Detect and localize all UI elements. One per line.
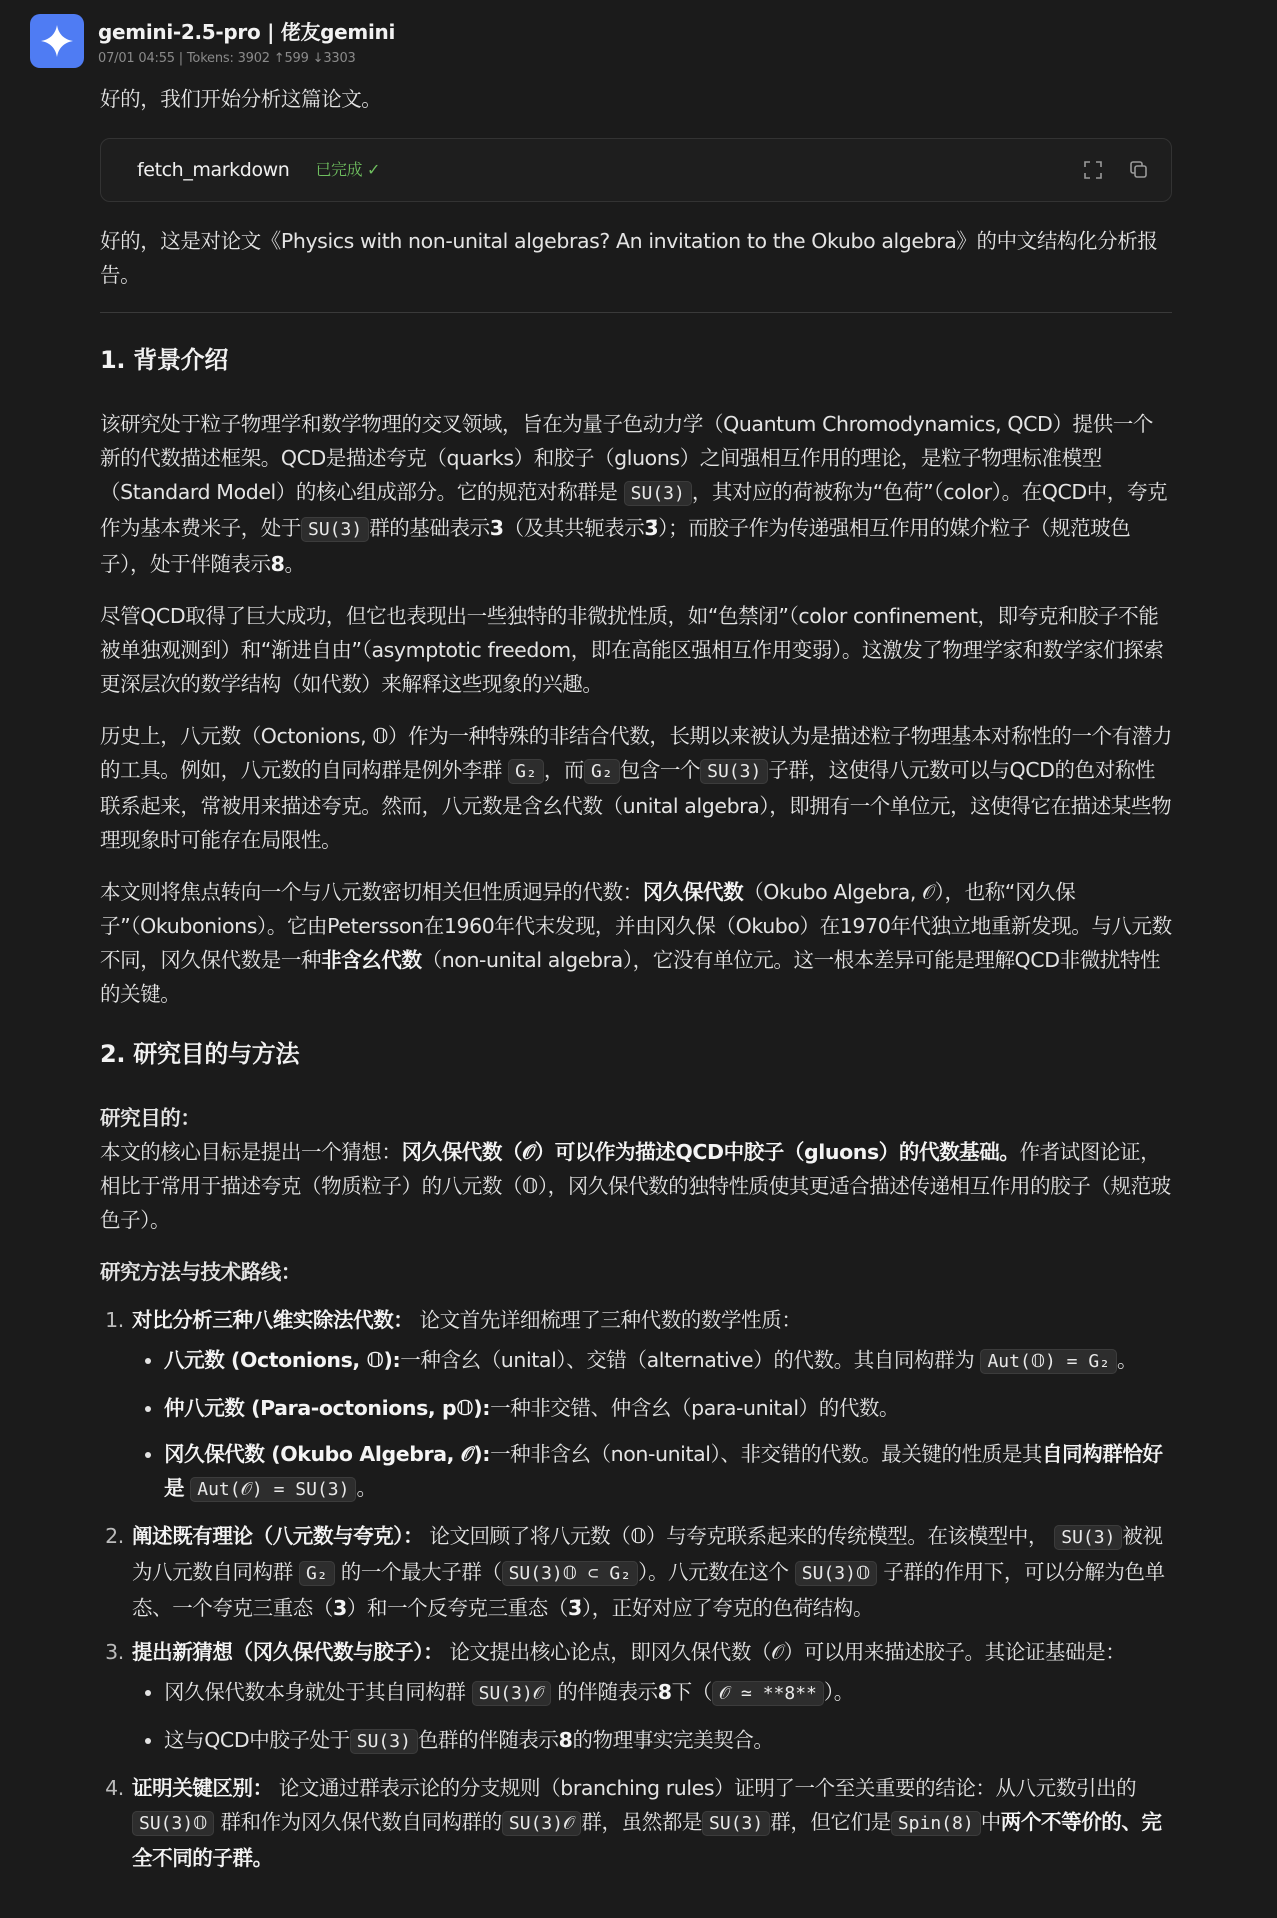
intro-text: 好的，我们开始分析这篇论文。 [100, 87, 382, 111]
tool-name: fetch_markdown [137, 159, 290, 181]
inline-code: G₂ [299, 1561, 335, 1586]
inline-code: G₂ [508, 759, 544, 784]
inline-code: SU(3) [624, 481, 692, 506]
sub-list [132, 1675, 1172, 1759]
list-item: 2. 阐述既有理论（八元数与夸克）： 论文回顾了将八元数（𝕆）与夸克联系起来的传统模型。在该模型中， SU(3) 被视为八元数自同构群 G₂ 的一个最大子群（ SU(3)𝕆 ⊂ G₂ ）。八元数在这个 SU(3)𝕆 子群的作用下，可以分解为色单态、一个夸克三重态（3）和一个反夸克三重态（3̄），正好对应了夸克的色荷结构。 [130, 1519, 1172, 1625]
message-header [98, 16, 395, 66]
inline-code: SU(3)𝕆 [132, 1811, 214, 1836]
purpose-text: 本文的核心目标是提出一个猜想：冈久保代数（𝒪）可以作为描述QCD中胶子（gluons）的代数基础。作者试图论证，相比于常用于描述夸克（物质粒子）的八元数（𝕆），冈久保代数的独特性质使其更适合描述传递相互作用的胶子（规范玻色子）。 [100, 1140, 1171, 1232]
inline-code: G₂ [584, 759, 620, 784]
inline-code: SU(3) [1054, 1525, 1122, 1550]
tool-status: 已完成 ✓ [315, 160, 380, 179]
inline-code: SU(3) [301, 517, 369, 542]
inline-code: SU(3)𝕆 [795, 1561, 877, 1586]
lead-text: 好的，这是对论文《Physics with non-unital algebras? An invitation to the Okubo algebra》的中文结构化分析报告。 [100, 229, 1158, 287]
s1-paragraph-3: 历史上，八元数（Octonions, 𝕆）作为一种特殊的非结合代数，长期以来被认为是描述粒子物理基本对称性的一个有潜力的工具。例如，八元数的自同构群是例外李群 G₂ ，而 G₂ 包含一个 SU(3) 子群，这使得八元数可以与QCD的色对称性联系起来，常被用来描述夸克。然而，八元数是含幺代数（unital algebra），即拥有一个单位元，这使得它在描述某些物理现象时可能存在局限性。 [100, 724, 1172, 852]
gemini-sparkle-icon [39, 23, 75, 59]
inline-code: Aut(𝒪) = SU(3) [190, 1477, 356, 1502]
list-item: 1. 对比分析三种八维实除法代数： 论文首先详细梳理了三种代数的数学性质： • 八元数 (Octonions, 𝕆):一种含幺（unital）、交错（alternative）的代数。其自同构群为 Aut(𝕆) = G₂ 。 • 仲八元数 (Para-octonions, p𝕆):一种非交错、仲含幺（para-unital）的代数。 • 冈久保代数 (Okubo Algebra, 𝒪):一种非含幺（non-unital）、非交错的代数。最关键的性质是其自同构群恰好是 Aut(𝒪) = SU(3) 。 [130, 1303, 1172, 1507]
method-list [100, 1303, 1172, 1875]
inline-code: SU(3) [350, 1729, 418, 1754]
inline-code: SU(3) [702, 1811, 770, 1836]
inline-code: SU(3)𝒪 [472, 1681, 552, 1706]
copy-icon[interactable] [1129, 160, 1149, 180]
inline-code: SU(3)𝒪 [502, 1811, 582, 1836]
divider [100, 312, 1172, 313]
purpose-label: 研究目的： [100, 1106, 201, 1130]
avatar [30, 14, 84, 68]
list-item: • 冈久保代数 (Okubo Algebra, 𝒪):一种非含幺（non-unital）、非交错的代数。最关键的性质是其自同构群恰好是 Aut(𝒪) = SU(3) 。 [164, 1437, 1172, 1507]
expand-icon[interactable] [1083, 160, 1103, 180]
inline-code: SU(3) [700, 759, 768, 784]
list-item: • 冈久保代数本身就处于其自同构群 SU(3)𝒪 的伴随表示8下（ 𝒪 ≃ **8** ）。 [164, 1675, 1172, 1711]
message-content [100, 82, 1172, 1881]
inline-code: SU(3)𝕆 ⊂ G₂ [502, 1561, 639, 1586]
list-item: • 仲八元数 (Para-octonions, p𝕆):一种非交错、仲含幺（para-unital）的代数。 [164, 1391, 1172, 1425]
s1-paragraph-2: 尽管QCD取得了巨大成功，但它也表现出一些独特的非微扰性质，如“色禁闭”（color confinement，即夸克和胶子不能被单独观测到）和“渐进自由”（asymptotic freedom，即在高能区强相互作用变弱）。这激发了物理学家和数学家们探索更深层次的数学结构（如代数）来解释这些现象的兴趣。 [100, 604, 1164, 696]
list-item: • 八元数 (Octonions, 𝕆):一种含幺（unital）、交错（alternative）的代数。其自同构群为 Aut(𝕆) = G₂ 。 [164, 1343, 1172, 1379]
model-name: gemini-2.5-pro | 佬友gemini [98, 20, 396, 44]
s1-paragraph-1: 该研究处于粒子物理学和数学物理的交叉领域，旨在为量子色动力学（Quantum Chromodynamics, QCD）提供一个新的代数描述框架。QCD是描述夸克（quarks）和胶子（gluons）之间强相互作用的理论，是粒子物理标准模型（Standard Model）的核心组成部分。它的规范对称群是 SU(3) ，其对应的荷被称为“色荷”（color）。在QCD中，夸克作为基本费米子，处于 SU(3) 群的基础表示3（及其共轭表示3̄）；而胶子作为传递强相互作用的媒介粒子（规范玻色子），处于伴随表示8。 [100, 412, 1168, 576]
s1-paragraph-4: 本文则将焦点转向一个与八元数密切相关但性质迥异的代数：冈久保代数（Okubo Algebra, 𝒪），也称“冈久保子”（Okubonions）。它由Petersson在1960年代末发现，并由冈久保（Okubo）在1970年代独立地重新发现。与八元数不同，冈久保代数是一种非含幺代数（non-unital algebra），它没有单位元。这一根本差异可能是理解QCD非微扰特性的关键。 [100, 880, 1172, 1006]
inline-code: Aut(𝕆) = G₂ [980, 1349, 1117, 1374]
sub-list [132, 1343, 1172, 1507]
tool-call-card[interactable] [100, 138, 1172, 202]
list-item: • 这与QCD中胶子处于 SU(3) 色群的伴随表示8的物理事实完美契合。 [164, 1723, 1172, 1759]
list-item: 3. 提出新猜想（冈久保代数与胶子）： 论文提出核心论点，即冈久保代数（𝒪）可以用来描述胶子。其论证基础是： • 冈久保代数本身就处于其自同构群 SU(3)𝒪 的伴随表示8下（ 𝒪 ≃ **8** ）。 • 这与QCD中胶子处于 SU(3) 色群的伴随表示8的物理事实完美契合。 [130, 1635, 1172, 1759]
message-meta: 07/01 04:55 | Tokens: 3902 ↑599 ↓3303 [98, 51, 356, 66]
list-item: 4. 证明关键区别： 论文通过群表示论的分支规则（branching rules）证明了一个至关重要的结论：从八元数引出的 SU(3)𝕆 群和作为冈久保代数自同构群的 SU(3)𝒪 群，虽然都是 SU(3) 群，但它们是 Spin(8) 中两个不等价的、完全不同的子群。 [130, 1771, 1172, 1875]
section-1-title: 1. 背景介绍 [100, 346, 229, 374]
method-label: 研究方法与技术路线： [100, 1260, 301, 1284]
inline-code: 𝒪 ≃ **8** [712, 1681, 824, 1706]
section-2-title: 2. 研究目的与方法 [100, 1040, 300, 1068]
inline-code: Spin(8) [891, 1811, 981, 1836]
